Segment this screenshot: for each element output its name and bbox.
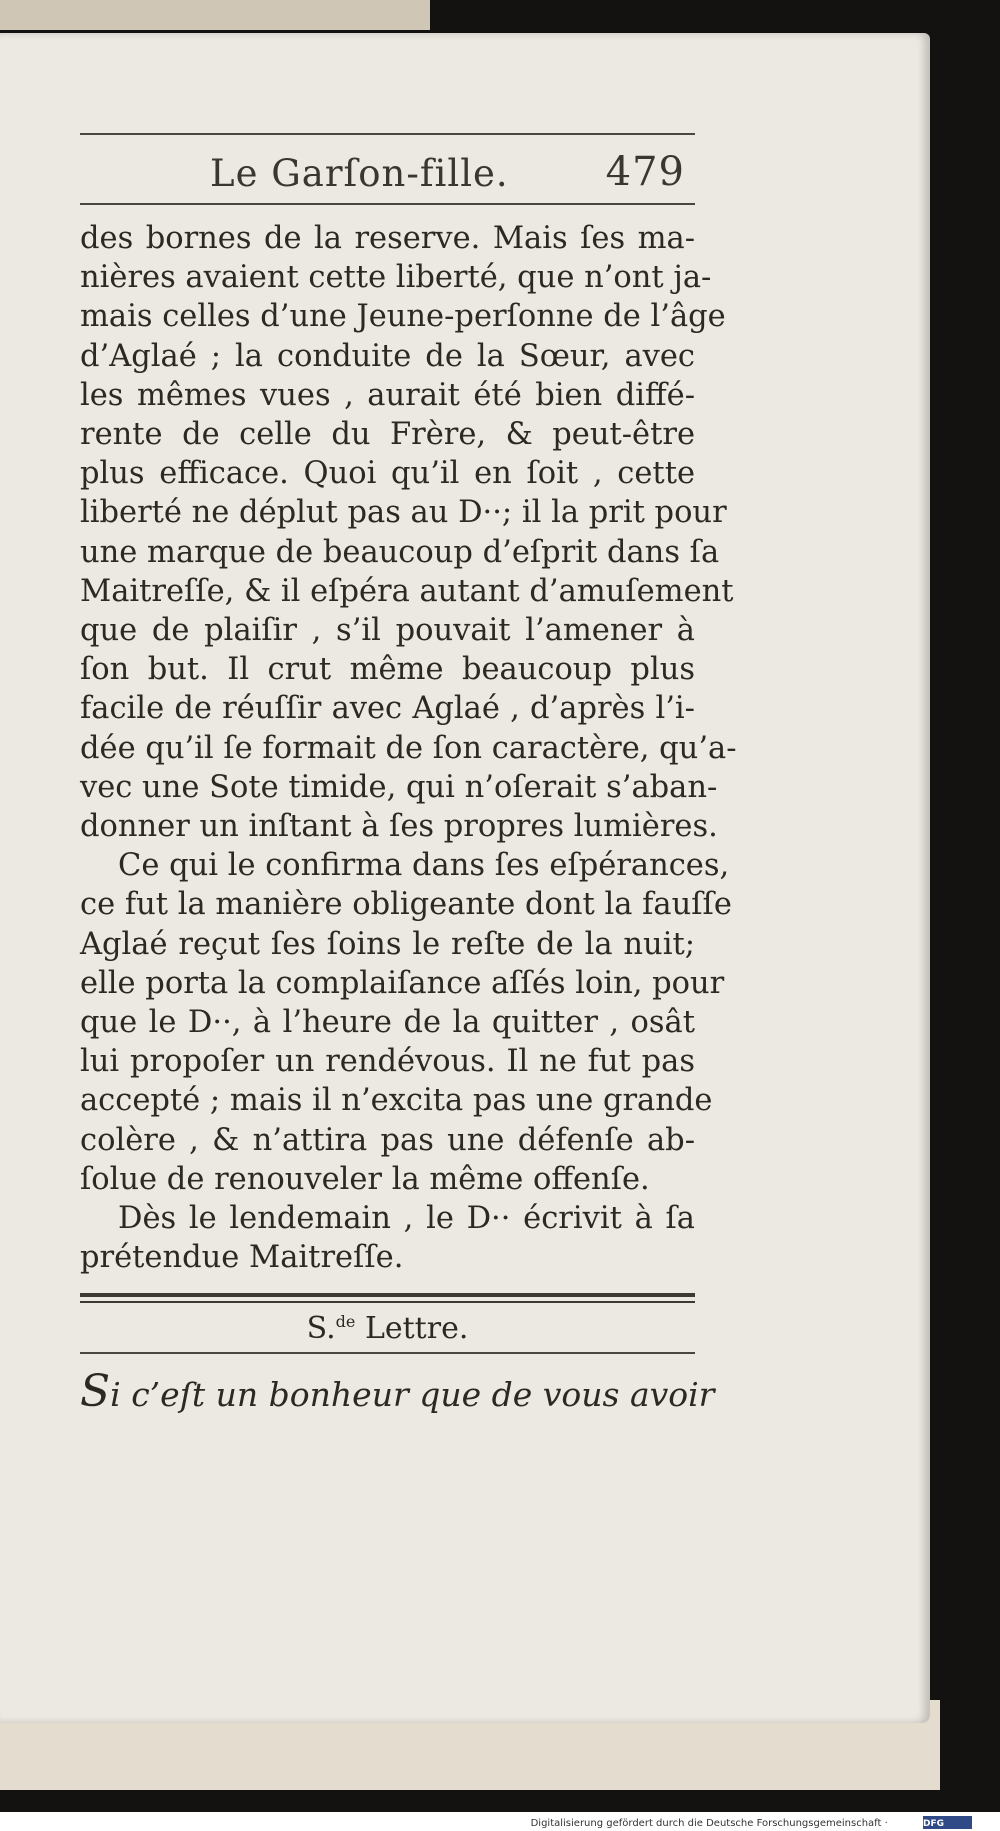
text-line: que le D··, à l’heure de la quitter , osât [80, 1005, 695, 1041]
letter-opening-line [80, 1366, 715, 1418]
text-line: Ce qui le confirma dans ſes eſpérances, [118, 848, 730, 884]
previous-page-edge [0, 0, 430, 30]
section-divider [80, 1293, 695, 1303]
text-line: que de plaiſir , s’il pouvait l’amener à [80, 613, 695, 649]
paragraph-2 [80, 846, 732, 1199]
text-line: dée qu’il ſe formait de ſon caractère, qu’a- [80, 730, 737, 766]
text-line: donner un inſtant à ſes propres lumières. [80, 809, 718, 845]
text-line: Dès le lendemain , le D·· écrivit à ſa [118, 1201, 695, 1237]
text-line: d’Aglaé ; la conduite de la Sœur, avec [80, 338, 695, 374]
text-line: Aglaé reçut ſes ſoins le reſte de la nuit; [80, 926, 695, 962]
paragraph-1 [80, 219, 737, 846]
page-number: 479 [605, 149, 685, 195]
text-line: nières avaient cette liberté, que n’ont ja- [80, 260, 712, 296]
letter-label: Lettre. [364, 1311, 469, 1347]
text-block [80, 133, 737, 1418]
text-line: ſolue de renouveler la même offenſe. [80, 1161, 650, 1197]
letter-opening-text: i c’eſt un bonheur que de vous avoir [110, 1375, 715, 1415]
text-line: elle porta la complaiſance aſſés loin, pour [80, 965, 725, 1001]
dfg-logo: DFG [923, 1816, 972, 1829]
text-line: vec une Sote timide, qui n’oſerait s’aban- [80, 769, 718, 805]
text-line: les mêmes vues , aurait été bien diffé- [80, 377, 695, 413]
letter-heading-rule [80, 1352, 695, 1354]
text-line: facile de réuſſir avec Aglaé , d’après l’i- [80, 691, 695, 727]
text-line: lui propoſer un rendévous. Il ne fut pas [80, 1044, 695, 1080]
letter-number: S. [306, 1311, 336, 1347]
text-line: une marque de beaucoup d’eſprit dans ſa [80, 534, 720, 570]
text-line: accepté ; mais il n’excita pas une grande [80, 1083, 713, 1119]
running-title: Le Garſon-fille. [210, 152, 509, 195]
paragraph-3 [80, 1199, 695, 1277]
book-page [0, 33, 930, 1723]
running-head [80, 135, 695, 195]
text-line: liberté ne déplut pas au D··; il la prit pour [80, 495, 727, 531]
digitization-credit [0, 1812, 1000, 1831]
text-line: plus efficace. Quoi qu’il en ſoit , cette [80, 456, 695, 492]
text-line: colère , & n’attira pas une défenſe ab- [80, 1122, 695, 1158]
header-bottom-rule [80, 203, 695, 205]
text-line: ce fut la manière obligeante dont la fauſſe [80, 887, 732, 923]
letter-initial: S [80, 1366, 111, 1418]
credit-text: Digitalisierung gefördert durch die Deutsche Forschungsgemeinschaft · [530, 1818, 888, 1829]
text-line: mais celles d’une Jeune-perſonne de l’âge [80, 299, 726, 335]
text-line: ſon but. Il crut même beaucoup plus [80, 652, 695, 688]
text-line: des bornes de la reserve. Mais ſes ma- [80, 221, 695, 256]
text-line: rente de celle du Frère, & peut-être [80, 417, 695, 453]
text-line: Maitreſſe, & il eſpéra autant d’amuſement [80, 573, 734, 609]
letter-heading [80, 1303, 695, 1352]
body-text [80, 219, 737, 1277]
letter-number-superscript: de [335, 1312, 356, 1332]
text-line: prétendue Maitreſſe. [80, 1240, 404, 1276]
